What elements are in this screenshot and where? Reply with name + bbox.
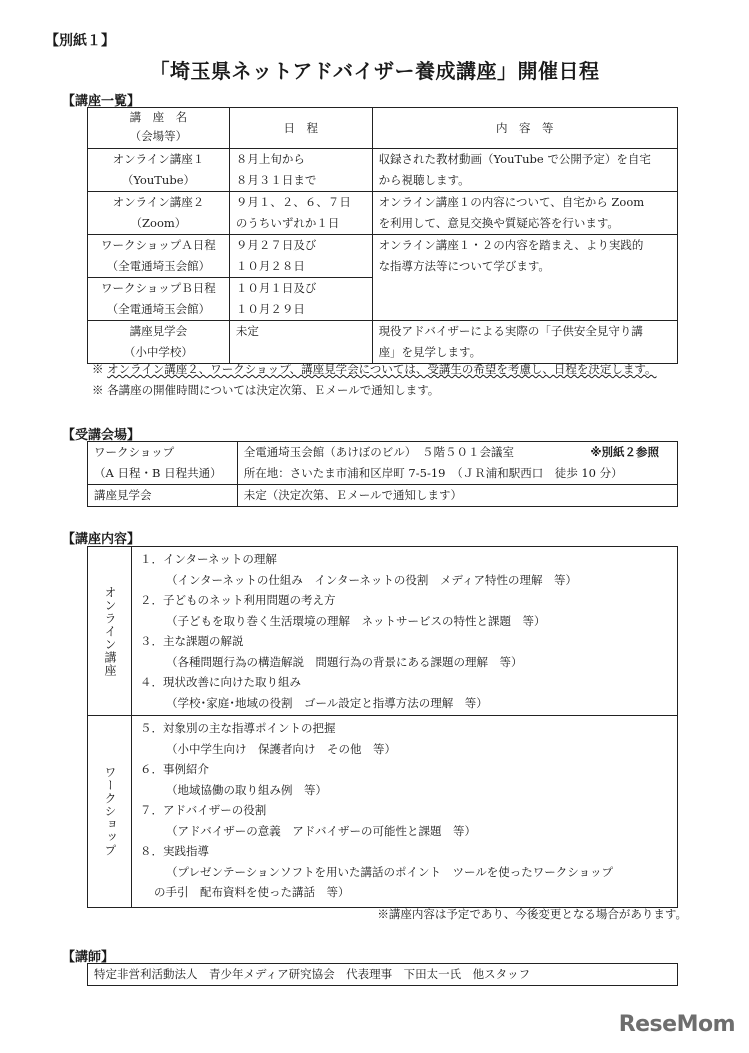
venue-label: ワークショップ （A 日程・B 日程共通） [88,442,238,485]
content-item-title: ５．対象別の主な指導ポイントの把握 [139,721,336,735]
content-item-detail: （小中学生向け 保護者向け その他 等） [165,741,396,756]
content-item-title: １．インターネットの理解 [139,552,277,566]
course-name: 講座見学会 （小中学校） [88,321,230,364]
content-item-title: ６．事例紹介 [139,762,209,776]
course-schedule: ９月２７日及び １０月２８日 [229,235,372,278]
group-label-online: オンライン講座 [88,547,132,716]
course-note-1: ※ オンライン講座２、ワークショップ、講座見学会については、受講生の希望を考慮し、日程を決定します。 [92,362,657,376]
course-name: ワークショップＢ日程 （全電通埼玉会館） [88,278,230,321]
content-item-detail: （地域協働の取り組み例 等） [165,782,327,797]
content-item-detail: （学校･家庭･地域の役割 ゴール設定と指導方法の理解 等） [165,695,488,710]
table-row [88,192,678,235]
table-row [88,485,678,507]
table-row [88,149,678,192]
group-items [131,547,677,716]
content-item-detail: （プレゼンテーションソフトを用いた講話のポイント ツールを使ったワークショップ [165,864,614,879]
course-name: オンライン講座２ （Zoom） [88,192,230,235]
content-item-detail-continued: の手引 配布資料を使った講話 等） [153,885,350,899]
content-item-detail: （インターネットの仕組み インターネットの役割 メディア特性の理解 等） [165,572,577,587]
course-content: オンライン講座１・２の内容を踏まえ、より実践的 な指導方法等について学びます。 [372,235,677,321]
table-row [88,235,678,278]
table-row [88,442,678,485]
course-content: 現役アドバイザーによる実際の「子供安全見守り講 座」を見学します。 [372,321,677,364]
group-items [131,716,677,908]
course-schedule: 未定 [229,321,372,364]
section-heading-instructor: 【講師】 [62,950,115,965]
table-row [88,321,678,364]
course-schedule: １０月１日及び １０月２９日 [229,278,372,321]
course-content: オンライン講座１の内容について、自宅から Zoom を利用して、意見交換や質疑応答を行います。 [372,192,677,235]
section-heading-venue: 【受講会場】 [62,428,141,443]
resemom-watermark-logo: ReseMom [618,1012,735,1037]
header-course-name: 講 座 名 （会場等） [88,108,230,149]
course-name: ワークショップＡ日程 （全電通埼玉会館） [88,235,230,278]
annex-label: 【別紙１】 [45,33,115,49]
instructor-table [87,963,678,986]
course-schedule: ８月上旬から ８月３１日まで [229,149,372,192]
content-item-detail: （子どもを取り巻く生活環境の理解 ネットサービスの特性と課題 等） [165,613,546,628]
venue-value: 未定（決定次第、Ｅメールで通知します） [237,485,677,507]
group-label-workshop: ワークショップ [88,716,132,908]
course-name: オンライン講座１ （YouTube） [88,149,230,192]
course-schedule: ９月１、２、６、７日 のうちいずれか１日 [229,192,372,235]
header-content: 内 容 等 [372,108,677,149]
page-title: 「埼玉県ネットアドバイザー養成講座」開催日程 [149,59,600,83]
course-note-2: ※ 各講座の開催時間については決定次第、Ｅメールで通知します。 [92,383,440,397]
venue-reference: ※別紙２参照 [590,445,659,459]
content-group [88,716,678,908]
table-header-row [88,108,678,149]
instructor-text: 特定非営利活動法人 青少年メディア研究協会 代表理事 下田太一氏 他スタッフ [88,964,678,986]
content-item-detail: （各種問題行為の構造解説 問題行為の背景にある課題の理解 等） [165,654,523,669]
venue-label: 講座見学会 [88,485,238,507]
content-item-title: ２．子どものネット利用問題の考え方 [139,593,336,607]
content-item-title: ３．主な課題の解説 [139,634,244,648]
header-schedule: 日 程 [229,108,372,149]
venue-value: 全電通埼玉会館（あけぼのビル） ５階５０１会議室 所在地：さいたま市浦和区岸町 7-5-19 （ＪＲ浦和駅西口 徒歩 10 分） ※別紙２参照 [237,442,677,485]
contents-table [87,546,678,908]
section-heading-contents: 【講座内容】 [62,532,141,547]
venue-table [87,441,678,507]
section-heading-course-list: 【講座一覧】 [62,94,141,109]
content-item-title: ７．アドバイザーの役割 [139,803,267,817]
content-group [88,547,678,716]
content-item-title: ８．実践指導 [139,844,209,858]
content-item-detail: （アドバイザーの意義 アドバイザーの可能性と課題 等） [165,823,476,838]
content-item-title: ４．現状改善に向けた取り組み [139,675,301,689]
contents-footnote: ※講座内容は予定であり、今後変更となる場合があります。 [377,907,687,921]
course-content: 収録された教材動画（YouTube で公開予定）を自宅 から視聴します。 [372,149,677,192]
course-list-table [87,107,678,364]
